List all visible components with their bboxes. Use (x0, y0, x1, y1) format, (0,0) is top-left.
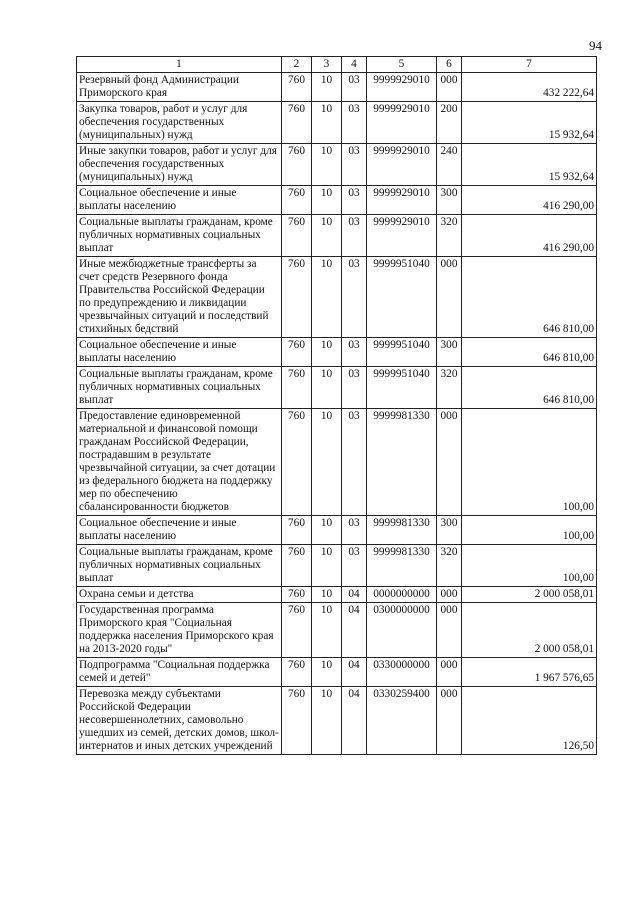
row-code-cell: 10 (312, 367, 342, 409)
row-name-cell: Социальные выплаты гражданам, кроме публичных нормативных социальных выплат (77, 367, 282, 409)
row-code-cell: 03 (342, 409, 367, 516)
row-code-cell: 10 (312, 545, 342, 587)
row-code-cell: 10 (312, 687, 342, 755)
header-cell: 4 (342, 57, 367, 73)
row-code-cell: 10 (312, 409, 342, 516)
table-row (77, 73, 597, 102)
row-amount-cell: 646 810,00 (462, 257, 597, 338)
row-code-cell: 000 (437, 603, 462, 658)
row-code-cell: 04 (342, 587, 367, 603)
row-code-cell: 9999929010 (367, 73, 437, 102)
table-row (77, 545, 597, 587)
table-row (77, 215, 597, 257)
table-row (77, 587, 597, 603)
row-code-cell: 9999951040 (367, 257, 437, 338)
row-amount-cell: 416 290,00 (462, 215, 597, 257)
row-code-cell: 10 (312, 603, 342, 658)
row-code-cell: 760 (282, 545, 312, 587)
row-amount-cell: 100,00 (462, 516, 597, 545)
row-code-cell: 9999951040 (367, 367, 437, 409)
row-code-cell: 760 (282, 257, 312, 338)
row-name-cell: Государственная программа Приморского края "Социальная поддержка населения Приморского края на 2013-2020 годы" (77, 603, 282, 658)
row-name-cell: Резервный фонд Администрации Приморского края (77, 73, 282, 102)
row-code-cell: 9999981330 (367, 545, 437, 587)
header-cell: 7 (462, 57, 597, 73)
row-code-cell: 000 (437, 409, 462, 516)
row-amount-cell: 100,00 (462, 409, 597, 516)
row-code-cell: 03 (342, 186, 367, 215)
row-code-cell: 240 (437, 144, 462, 186)
row-code-cell: 760 (282, 516, 312, 545)
row-code-cell: 9999929010 (367, 215, 437, 257)
row-code-cell: 03 (342, 545, 367, 587)
budget-table (76, 56, 597, 755)
row-code-cell: 9999929010 (367, 102, 437, 144)
row-name-cell: Закупка товаров, работ и услуг для обеспечения государственных (муниципальных) нужд (77, 102, 282, 144)
row-code-cell: 200 (437, 102, 462, 144)
page-number: 94 (589, 38, 602, 53)
row-amount-cell: 126,50 (462, 687, 597, 755)
row-code-cell: 10 (312, 186, 342, 215)
row-code-cell: 760 (282, 658, 312, 687)
row-name-cell: Социальное обеспечение и иные выплаты населению (77, 516, 282, 545)
row-amount-cell: 15 932,64 (462, 102, 597, 144)
row-code-cell: 760 (282, 102, 312, 144)
row-code-cell: 760 (282, 367, 312, 409)
row-code-cell: 9999981330 (367, 516, 437, 545)
row-code-cell: 000 (437, 687, 462, 755)
row-code-cell: 760 (282, 338, 312, 367)
row-amount-cell: 432 222,64 (462, 73, 597, 102)
row-code-cell: 03 (342, 367, 367, 409)
row-code-cell: 320 (437, 367, 462, 409)
row-code-cell: 760 (282, 144, 312, 186)
header-row (77, 57, 597, 73)
row-code-cell: 04 (342, 687, 367, 755)
row-code-cell: 10 (312, 516, 342, 545)
row-code-cell: 760 (282, 73, 312, 102)
row-name-cell: Социальные выплаты гражданам, кроме публичных нормативных социальных выплат (77, 215, 282, 257)
row-code-cell: 760 (282, 215, 312, 257)
table-row (77, 687, 597, 755)
header-cell: 2 (282, 57, 312, 73)
table-row (77, 409, 597, 516)
row-code-cell: 760 (282, 687, 312, 755)
row-code-cell: 03 (342, 73, 367, 102)
row-code-cell: 000 (437, 587, 462, 603)
row-code-cell: 10 (312, 102, 342, 144)
row-code-cell: 9999981330 (367, 409, 437, 516)
row-name-cell: Охрана семьи и детства (77, 587, 282, 603)
row-code-cell: 03 (342, 144, 367, 186)
table-row (77, 257, 597, 338)
header-cell: 3 (312, 57, 342, 73)
table-row (77, 516, 597, 545)
table-row (77, 186, 597, 215)
row-code-cell: 760 (282, 587, 312, 603)
header-cell: 1 (77, 57, 282, 73)
row-name-cell: Социальные выплаты гражданам, кроме публичных нормативных социальных выплат (77, 545, 282, 587)
row-code-cell: 03 (342, 338, 367, 367)
table-row (77, 367, 597, 409)
row-amount-cell: 416 290,00 (462, 186, 597, 215)
row-code-cell: 10 (312, 257, 342, 338)
row-amount-cell: 100,00 (462, 545, 597, 587)
row-code-cell: 0330000000 (367, 658, 437, 687)
row-code-cell: 03 (342, 516, 367, 545)
row-amount-cell: 1 967 576,65 (462, 658, 597, 687)
row-code-cell: 760 (282, 409, 312, 516)
row-code-cell: 760 (282, 186, 312, 215)
row-code-cell: 10 (312, 658, 342, 687)
row-name-cell: Перевозка между субъектами Российской Федерации несовершеннолетних, самовольно ушедших из семей, детских домов, школ-интернатов и иных детских учреждений (77, 687, 282, 755)
table-row (77, 658, 597, 687)
table-row (77, 102, 597, 144)
row-code-cell: 9999929010 (367, 144, 437, 186)
row-code-cell: 760 (282, 603, 312, 658)
row-name-cell: Социальное обеспечение и иные выплаты населению (77, 338, 282, 367)
row-code-cell: 10 (312, 73, 342, 102)
row-name-cell: Иные закупки товаров, работ и услуг для обеспечения государственных (муниципальных) нужд (77, 144, 282, 186)
row-amount-cell: 646 810,00 (462, 367, 597, 409)
row-name-cell: Подпрограмма "Социальная поддержка семей и детей" (77, 658, 282, 687)
row-code-cell: 0330259400 (367, 687, 437, 755)
row-code-cell: 300 (437, 186, 462, 215)
row-code-cell: 03 (342, 215, 367, 257)
row-name-cell: Иные межбюджетные трансферты за счет средств Резервного фонда Правительства Российской Федерации по предупреждению и ликвидации чрезвычайных ситуаций и последствий стихийных бедствий (77, 257, 282, 338)
row-code-cell: 9999951040 (367, 338, 437, 367)
row-amount-cell: 2 000 058,01 (462, 587, 597, 603)
header-cell: 6 (437, 57, 462, 73)
row-code-cell: 300 (437, 338, 462, 367)
row-code-cell: 320 (437, 545, 462, 587)
row-code-cell: 04 (342, 658, 367, 687)
row-code-cell: 000 (437, 73, 462, 102)
row-code-cell: 0300000000 (367, 603, 437, 658)
row-code-cell: 03 (342, 102, 367, 144)
row-code-cell: 9999929010 (367, 186, 437, 215)
row-code-cell: 000 (437, 658, 462, 687)
row-name-cell: Предоставление единовременной материальной и финансовой помощи гражданам Российской Федерации, пострадавшим в результате чрезвычайной ситуации, за счет дотации из федерального бюджета на поддержку мер по обеспечению сбалансированности бюджетов (77, 409, 282, 516)
table-row (77, 338, 597, 367)
row-code-cell: 10 (312, 144, 342, 186)
header-cell: 5 (367, 57, 437, 73)
row-code-cell: 04 (342, 603, 367, 658)
row-code-cell: 10 (312, 338, 342, 367)
row-code-cell: 10 (312, 587, 342, 603)
row-code-cell: 320 (437, 215, 462, 257)
row-amount-cell: 646 810,00 (462, 338, 597, 367)
row-code-cell: 300 (437, 516, 462, 545)
table-row (77, 144, 597, 186)
row-code-cell: 000 (437, 257, 462, 338)
row-code-cell: 03 (342, 257, 367, 338)
row-code-cell: 10 (312, 215, 342, 257)
table-row (77, 603, 597, 658)
row-code-cell: 0000000000 (367, 587, 437, 603)
row-name-cell: Социальное обеспечение и иные выплаты населению (77, 186, 282, 215)
row-amount-cell: 15 932,64 (462, 144, 597, 186)
table-body (77, 57, 597, 755)
row-amount-cell: 2 000 058,01 (462, 603, 597, 658)
